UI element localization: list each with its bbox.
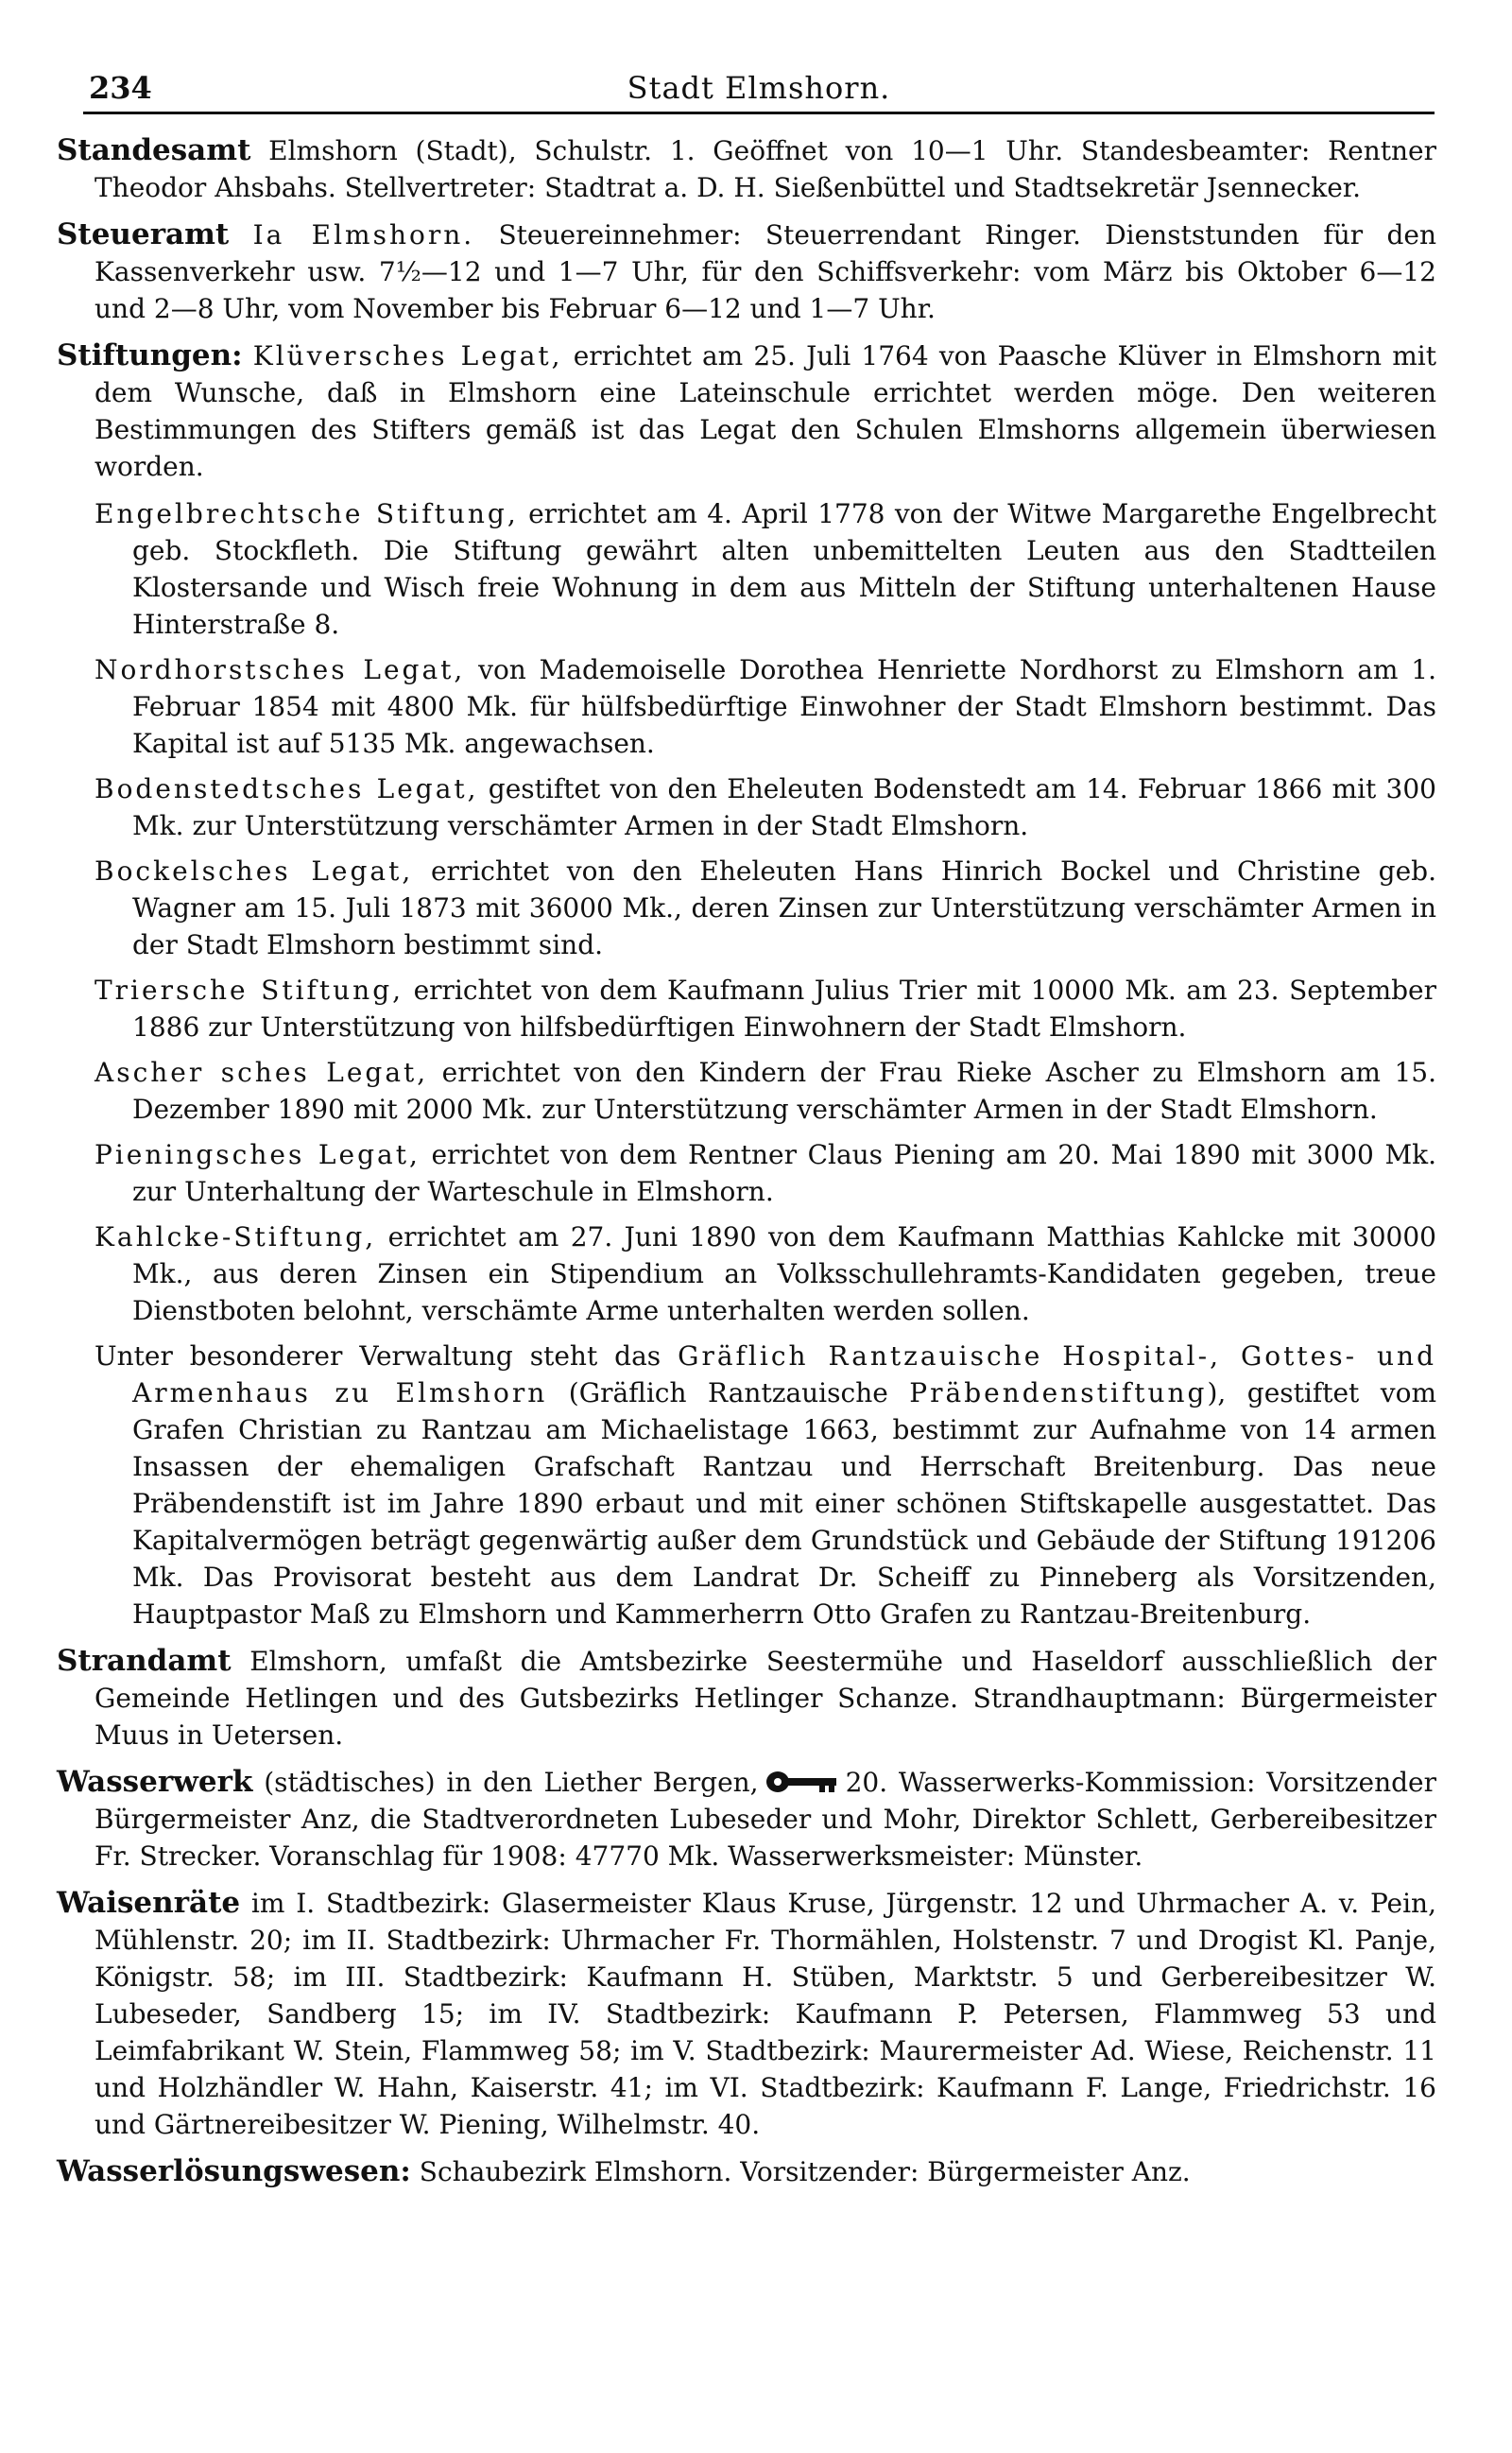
entry-text: 20. Wasserwerks-Kommission: Vorsitzender Bürgermeister Anz, die Stadtverordneten Lubeseder und Mohr, Direktor Schlett, Gerbereibesitzer Fr. Strecker. Voranschlag für 1908: 47770 Mk. Wasserwerksmeister: Münster.: [94, 1767, 1436, 1872]
foundation-text: errichtet von den Eheleuten Hans Hinrich Bockel und Christine geb. Wagner am 15. Juli 1873 mit 36000 Mk., deren Zinsen zur Unterstützung verschämter Armen in der Stadt Elmshorn bestimmt sind.: [132, 855, 1436, 960]
foundation-name: Bockelsches Legat,: [94, 855, 414, 887]
page-header: [83, 64, 1435, 114]
foundation-item: [57, 1136, 1436, 1210]
entry-text: Elmshorn, umfaßt die Amtsbezirke Seestermühe und Haseldorf ausschließlich der Gemeinde Hetlingen und des Gutsbezirks Hetlinger Schanze. Strandhauptmann: Bürgermeister Muus in Uetersen.: [94, 1646, 1436, 1751]
foundation-name: Triersche Stiftung,: [94, 975, 404, 1006]
foundation-text: gestiftet von den Eheleuten Bodenstedt am 14. Februar 1866 mit 300 Mk. zur Unterstützung verschämter Armen in der Stadt Elmshorn.: [132, 773, 1436, 841]
entry-spaced-text: Klüversches Legat,: [252, 340, 563, 371]
hospital-prefix: Unter besonderer Verwaltung steht das: [94, 1340, 679, 1372]
foundation-name: Bodenstedtsches Legat,: [94, 773, 479, 804]
foundation-name: Engelbrechtsche Stiftung,: [94, 498, 519, 529]
entry-text: errichtet am 25. Juli 1764 von Paasche Klüver in Elmshorn mit dem Wunsche, daß in Elmshorn eine Lateinschule errichtet werden möge. Den weiteren Bestimmungen des Stifters gemäß ist das Legat den Schulen Elmshorns allgemein überwiesen worden.: [94, 340, 1436, 482]
entry-stiftungen: [57, 337, 1436, 485]
entry-text: Elmshorn (Stadt), Schulstr. 1. Geöffnet von 10—1 Uhr. Standesbeamter: Rentner Theodor Ahsbahs. Stellvertreter: Stadtrat a. D. H. Sießenbüttel und Stadtsekretär Jsennecker.: [94, 135, 1436, 203]
foundation-name: Pieningsches Legat,: [94, 1139, 421, 1170]
entry-keyword: Wasserlösungswesen:: [57, 2154, 411, 2188]
foundation-text: errichtet von dem Rentner Claus Piening am 20. Mai 1890 mit 3000 Mk. zur Unterhaltung der Warteschule in Elmshorn.: [132, 1139, 1436, 1207]
entry-wasserwerk: [57, 1764, 1436, 1874]
hospital-name: Gräflich Rantzauische Hospital-, Gottes- und Armenhaus zu Elmshorn: [132, 1340, 1437, 1408]
foundation-item: [57, 651, 1436, 762]
entry-strandamt: [57, 1643, 1436, 1753]
entry-text: im I. Stadtbezirk: Glasermeister Klaus Kruse, Jürgenstr. 12 und Uhrmacher A. v. Pein, Mühlenstr. 20; im II. Stadtbezirk: Uhrmacher Fr. Thormählen, Holstenstr. 7 und Drogist Kl. Panje, Königstr. 58; im III. Stadtbezirk: Kaufmann H. Stüben, Marktstr. 5 und Gerbereibesitzer W. Lubeseder, Sandberg 15; im IV. Stadtbezirk: Kaufmann P. Petersen, Flammweg 53 und Leimfabrikant W. Stein, Flammweg 58; im V. Stadtbezirk: Maurermeister Ad. Wiese, Reichenstr. 11 und Holzhändler W. Hahn, Kaiserstr. 41; im VI. Stadtbezirk: Kaufmann F. Lange, Friedrichstr. 16 und Gärtnereibesitzer W. Piening, Wilhelmstr. 40.: [94, 1888, 1436, 2140]
entry-text: Schaubezirk Elmshorn. Vorsitzender: Bürgermeister Anz.: [410, 2156, 1191, 2187]
foundation-name: Kahlcke-Stiftung,: [94, 1221, 377, 1252]
foundation-name: Ascher sches Legat,: [94, 1057, 429, 1088]
entry-keyword: Waisenräte: [57, 1886, 241, 1920]
telephone-key-icon: [765, 1769, 840, 1795]
entry-keyword: Standesamt: [57, 133, 251, 167]
foundation-text: errichtet am 4. April 1778 von der Witwe Margarethe Engelbrecht geb. Stockfleth. Die Stiftung gewährt alten unbemittelten Leuten aus den Stadtteilen Klostersande und Wisch freie Wohnung in dem aus Mitteln der Stiftung unterhaltenen Hause Hinterstraße 8.: [132, 498, 1436, 640]
foundation-item: [57, 770, 1436, 844]
foundation-name: Nordhorstsches Legat,: [94, 654, 466, 685]
foundation-text: von Mademoiselle Dorothea Henriette Nordhorst zu Elmshorn am 1. Februar 1854 mit 4800 Mk. für hülfsbedürftige Einwohner der Stadt Elmshorn bestimmt. Das Kapital ist auf 5135 Mk. angewachsen.: [132, 654, 1436, 759]
entry-keyword: Steueramt: [57, 217, 230, 251]
entry-text: Steuereinnehmer: Steuerrendant Ringer. Dienststunden für den Kassenverkehr usw. 7½—12 und 1—7 Uhr, für den Schiffsverkehr: vom März bis Oktober 6—12 und 2—8 Uhr, vom November bis Februar 6—12 und 1—7 Uhr.: [94, 219, 1436, 324]
running-head: Stadt Elmshorn.: [627, 70, 891, 106]
foundation-text: errichtet am 27. Juni 1890 von dem Kaufmann Matthias Kahlcke mit 30000 Mk., aus deren Zinsen ein Stipendium an Volksschullehramts-Kandidaten gegeben, treue Dienstboten belohnt, verschämte Arme unterhalten werden sollen.: [132, 1221, 1436, 1326]
page-number: 234: [89, 70, 152, 106]
foundation-text: errichtet von den Kindern der Frau Rieke Ascher zu Elmshorn am 15. Dezember 1890 mit 2000 Mk. zur Unterstützung verschämter Armen in der Stadt Elmshorn.: [132, 1057, 1436, 1125]
hospital-text: ), gestiftet vom Grafen Christian zu Rantzau am Michaelistage 1663, bestimmt zur Aufnahme von 14 armen Insassen der ehemaligen Grafschaft Rantzau und Herrschaft Breitenburg. Das neue Präbendenstift ist im Jahre 1890 erbaut und mit einer schönen Stiftskapelle ausgestattet. Das Kapitalvermögen beträgt gegenwärtig außer dem Grundstück und Gebäude der Stiftung 191206 Mk. Das Provisorat besteht aus dem Landrat Dr. Scheiff zu Pinneberg als Vorsitzenden, Hauptpastor Maß zu Elmshorn und Kammerherrn Otto Grafen zu Rantzau-Breitenburg.: [132, 1377, 1436, 1630]
foundation-item: [57, 972, 1436, 1045]
entry-wasserloesungswesen: [57, 2153, 1436, 2190]
entry-spaced-text: Ia Elmshorn.: [252, 219, 475, 250]
entry-steueramt: [57, 216, 1436, 327]
page-body: [57, 132, 1436, 2201]
hospital-note: [57, 1338, 1436, 1632]
hospital-middle: (Gräflich Rantzauische: [547, 1377, 910, 1408]
entry-standesamt: [57, 132, 1436, 206]
entry-keyword: Strandamt: [57, 1644, 232, 1678]
foundation-item: [57, 1218, 1436, 1329]
entry-text: (städtisches) in den Liether Bergen,: [252, 1767, 759, 1798]
hospital-foundation-name: Präbendenstiftung: [909, 1377, 1208, 1408]
foundation-text: errichtet von dem Kaufmann Julius Trier mit 10000 Mk. am 23. September 1886 zur Unterstützung von hilfsbedürftigen Einwohnern der Stadt Elmshorn.: [132, 975, 1437, 1043]
entry-keyword: Stiftungen:: [57, 338, 243, 372]
foundation-item: [57, 853, 1436, 963]
entry-waisenraete: [57, 1885, 1436, 2143]
foundation-item: [57, 495, 1436, 643]
foundation-item: [57, 1054, 1436, 1128]
entry-keyword: Wasserwerk: [57, 1765, 253, 1799]
